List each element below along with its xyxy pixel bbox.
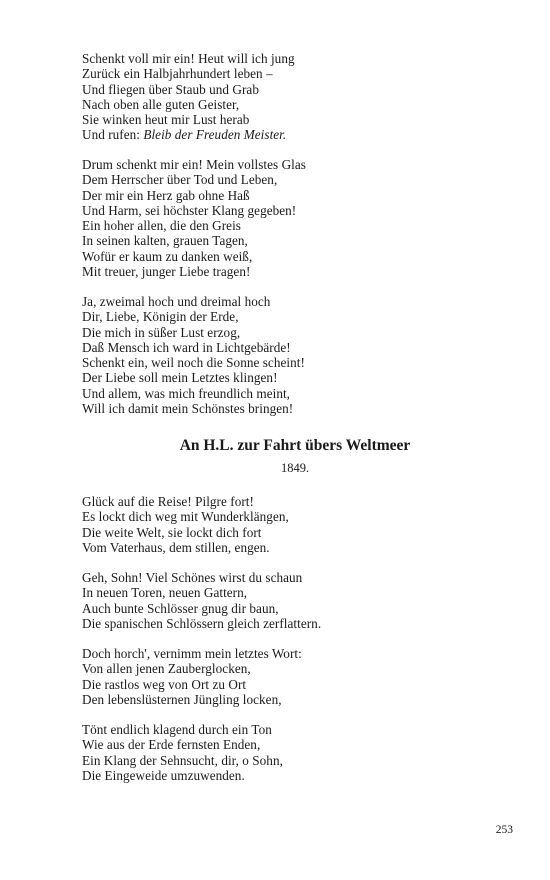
verse-line: Ja, zweimal hoch und dreimal hoch — [82, 294, 271, 309]
poem2-stanza-4 — [82, 722, 502, 783]
verse-line: Mit treuer, junger Liebe tragen! — [82, 263, 251, 279]
verse-line: Drum schenkt mir ein! Mein vollstes Glas — [82, 157, 306, 172]
verse-line-with-emphasis — [82, 127, 502, 142]
verse-line: Vom Vaterhaus, dem stillen, engen. — [82, 539, 270, 555]
verse-line: Schenkt ein, weil noch die Sonne scheint! — [82, 355, 305, 370]
verse-line: Die spanischen Schlössern gleich zerflattern. — [82, 615, 322, 631]
poem1-stanza-2 — [82, 157, 502, 279]
verse-line: In neuen Toren, neuen Gattern, — [82, 585, 248, 601]
poem-title: An H.L. zur Fahrt übers Weltmeer — [179, 437, 411, 454]
verse-line: Zurück ein Halbjahrhundert leben – — [82, 66, 273, 82]
verse-line: Den lebenslüsternen Jüngling locken, — [82, 691, 282, 707]
page-number: 253 — [495, 824, 513, 836]
poem2-stanza-2 — [82, 570, 502, 631]
poem-date: 1849. — [280, 461, 310, 475]
verse-line: Und allem, was mich freundlich meint, — [82, 385, 291, 401]
verse-line: Von allen jenen Zauberglocken, — [82, 661, 251, 677]
poem1-stanza-1 — [82, 51, 502, 143]
verse-line: Auch bunte Schlösser gnug dir baun, — [82, 600, 279, 616]
verse-line: Will ich damit mein Schönstes bringen! — [82, 400, 294, 416]
verse-line: Dem Herrscher über Tod und Leben, — [82, 172, 278, 188]
verse-line: Die weite Welt, sie lockt dich fort — [82, 524, 262, 540]
verse-line: Sie winken heut mir Lust herab — [82, 112, 250, 127]
verse-line: Es lockt dich weg mit Wunderklängen, — [82, 509, 289, 525]
verse-line: Dir, Liebe, Königin der Erde, — [82, 309, 239, 325]
verse-line: Ein hoher allen, die den Greis — [82, 218, 241, 233]
verse-line: Und Harm, sei höchster Klang gegeben! — [82, 202, 297, 218]
verse-line: Die mich in süßer Lust erzog, — [82, 324, 241, 340]
verse-line: Schenkt voll mir ein! Heut will ich jung — [82, 51, 295, 66]
verse-line: Tönt endlich klagend durch ein Ton — [82, 722, 272, 737]
poem2-stanza-3 — [82, 646, 502, 707]
verse-line-emphasis: Bleib der Freuden Meister. — [143, 127, 287, 143]
verse-line: Der Liebe soll mein Letztes klingen! — [82, 370, 278, 386]
poem2-stanza-1 — [82, 494, 502, 555]
verse-line: Die rastlos weg von Ort zu Ort — [82, 676, 247, 692]
verse-line: Und fliegen über Staub und Grab — [82, 81, 259, 97]
verse-line: Nach oben alle guten Geister, — [82, 96, 240, 112]
verse-line: Ein Klang der Sehnsucht, dir, o Sohn, — [82, 752, 283, 768]
verse-line: Doch horch', vernimm mein letztes Wort: — [82, 646, 302, 661]
verse-line: Die Eingeweide umzuwenden. — [82, 767, 245, 783]
verse-line-prefix: Und rufen: — [82, 127, 144, 143]
poem1-stanza-3 — [82, 294, 502, 416]
verse-line: In seinen kalten, grauen Tagen, — [82, 233, 248, 249]
verse-line: Wofür er kaum zu danken weiß, — [82, 248, 253, 264]
verse-line: Wie aus der Erde fernsten Enden, — [82, 737, 261, 753]
verse-line: Glück auf die Reise! Pilgre fort! — [82, 494, 254, 509]
verse-line: Geh, Sohn! Viel Schönes wirst du schaun — [82, 570, 303, 585]
verse-line: Der mir ein Herz gab ohne Haß — [82, 187, 250, 203]
verse-line: Daß Mensch ich ward in Lichtgebärde! — [82, 339, 291, 355]
